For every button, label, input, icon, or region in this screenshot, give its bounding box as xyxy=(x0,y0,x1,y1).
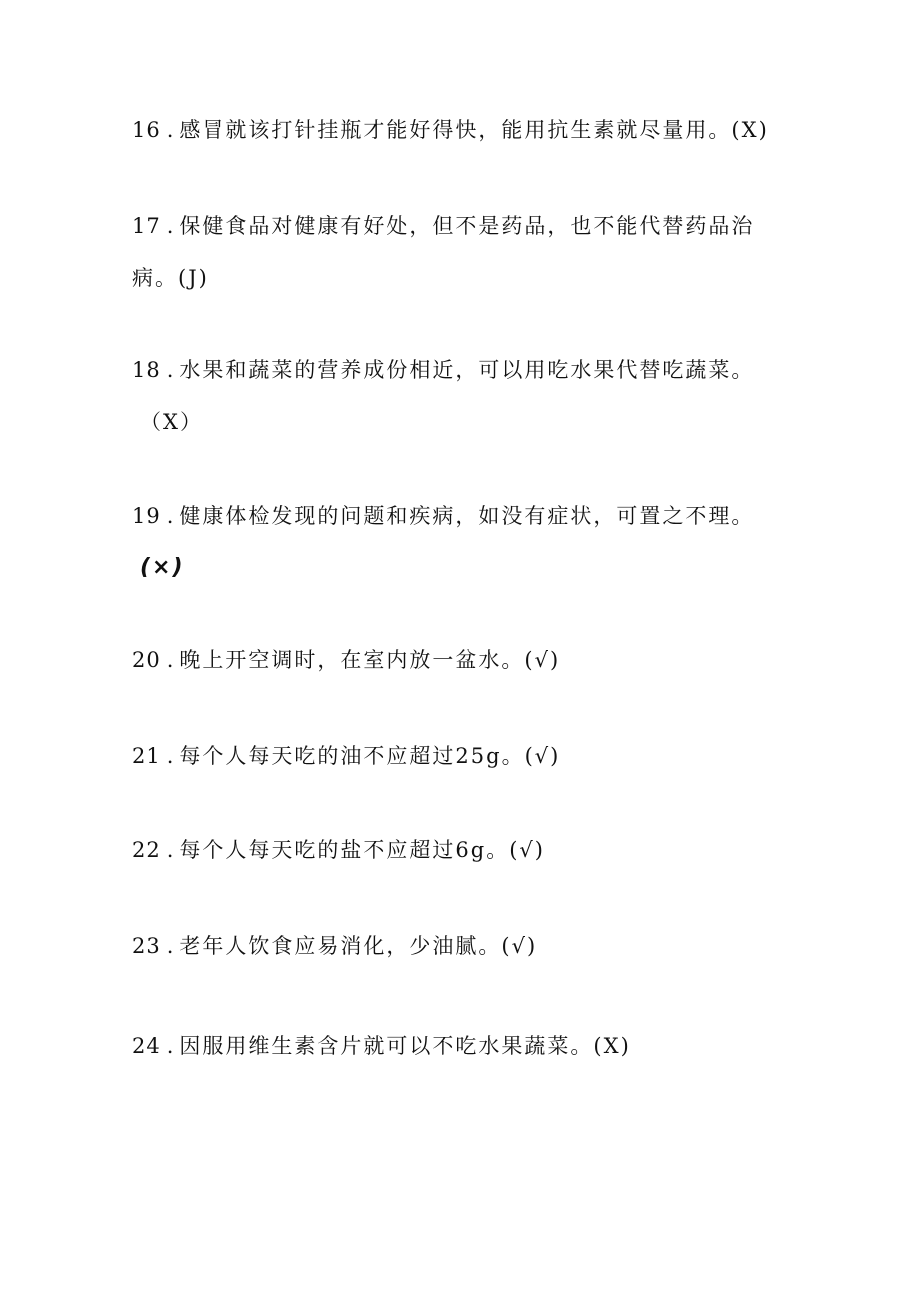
question-line xyxy=(132,824,782,876)
number-separator: . xyxy=(166,358,176,382)
question-line xyxy=(132,200,782,252)
question-number: 21 xyxy=(132,744,161,768)
question-19 xyxy=(132,490,782,594)
question-line xyxy=(132,490,782,542)
question-21 xyxy=(132,730,782,782)
number-separator: . xyxy=(166,1034,176,1058)
question-text: 感冒就该打针挂瓶才能好得快，能用抗生素就尽量用。(X) xyxy=(179,118,769,142)
number-separator: . xyxy=(166,744,176,768)
question-20 xyxy=(132,634,782,686)
question-16 xyxy=(132,104,782,156)
question-number: 19 xyxy=(132,504,161,528)
question-text: 健康体检发现的问题和疾病，如没有症状，可置之不理。 xyxy=(179,504,755,528)
number-separator: . xyxy=(166,214,176,238)
question-text: 晚上开空调时，在室内放一盆水。(√) xyxy=(179,648,561,672)
number-separator: . xyxy=(166,118,176,142)
question-number: 24 xyxy=(132,1034,161,1058)
question-22 xyxy=(132,824,782,876)
question-line xyxy=(132,1020,782,1072)
number-separator: . xyxy=(166,504,176,528)
answer-mark: (×) xyxy=(140,555,185,580)
question-number: 17 xyxy=(132,214,161,238)
question-24 xyxy=(132,1020,782,1072)
question-continuation: 病。(J) xyxy=(132,266,209,290)
number-separator: . xyxy=(166,934,176,958)
question-text: 水果和蔬菜的营养成份相近，可以用吃水果代替吃蔬菜。 xyxy=(179,358,755,382)
question-line xyxy=(132,634,782,686)
question-number: 16 xyxy=(132,118,161,142)
question-text: 每个人每天吃的盐不应超过6g。(√) xyxy=(179,838,545,862)
question-number: 23 xyxy=(132,934,161,958)
answer-mark: （X） xyxy=(140,410,203,434)
question-line xyxy=(132,344,782,396)
question-number: 22 xyxy=(132,838,161,862)
question-text: 每个人每天吃的油不应超过25g。(√) xyxy=(179,744,561,768)
question-18 xyxy=(132,344,782,448)
question-text: 老年人饮食应易消化，少油腻。(√) xyxy=(179,934,538,958)
question-23 xyxy=(132,920,782,972)
question-text: 因服用维生素含片就可以不吃水果蔬菜。(X) xyxy=(179,1034,631,1058)
question-text: 保健食品对健康有好处，但不是药品，也不能代替药品治 xyxy=(179,214,755,238)
question-line xyxy=(132,920,782,972)
question-line xyxy=(132,730,782,782)
question-number: 20 xyxy=(132,648,161,672)
question-number: 18 xyxy=(132,358,161,382)
number-separator: . xyxy=(166,838,176,862)
question-17 xyxy=(132,200,782,304)
question-line xyxy=(132,104,782,156)
number-separator: . xyxy=(166,648,176,672)
